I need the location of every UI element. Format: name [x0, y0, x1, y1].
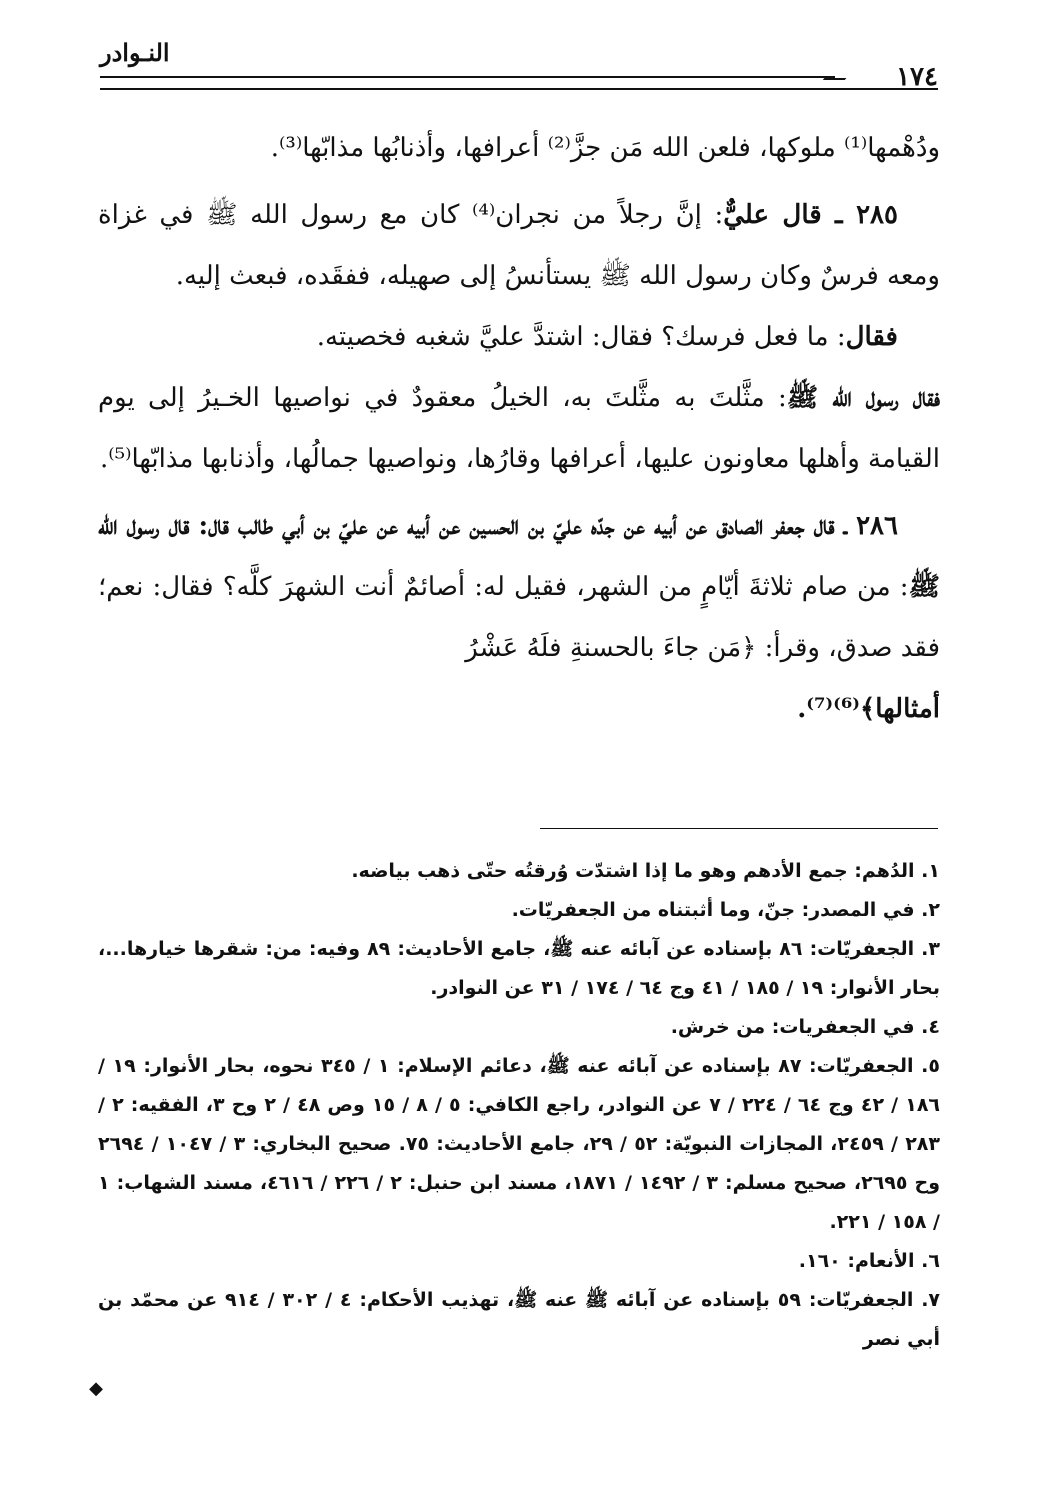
- header-rule: [100, 88, 938, 90]
- page-number: ١٧٤: [896, 62, 938, 92]
- footnotes: [98, 852, 940, 1359]
- header-rule-upper: [100, 76, 835, 78]
- hadith-number: ٢٨٥ ـ: [821, 200, 898, 230]
- header-title: النـوادر: [100, 38, 170, 67]
- paragraph-1-text: ودُهْمها⁽¹⁾ ملوكها، فلعن الله مَن جزَّ⁽²⁾ أعرافها، وأذنابُها مذابّها⁽³⁾.: [270, 133, 940, 163]
- hadith-text: : إنَّ رجلاً من نجران⁽⁴⁾ كان مع رسول الله ﷺ في غزاة ومعه فرسٌ وكان رسول الله ﷺ يستأنسُ إلى صهيله، ففقَده، فبعث إليه.: [98, 200, 940, 291]
- footnote-separator: [540, 828, 938, 829]
- footnote-7: ٧. الجعفريّات: ٥٩ بإسناده عن آبائه ﷺ عنه ﷺ، تهذيب الأحكام: ٤ / ٣٠٢ / ٩١٤ عن محمّد بن أبي نصر: [98, 1289, 941, 1350]
- paragraph-prophet-reply: [98, 368, 940, 490]
- main-text: [98, 118, 940, 740]
- narrator-lead: قال عليٌّ: [723, 200, 822, 230]
- hadith-number: ٢٨٦ ـ: [834, 511, 898, 541]
- hadith-text: : من صام ثلاثةَ أيّامٍ من الشهر، فقيل له: أصائمٌ أنت الشهرَ كلَّه؟ فقال: نعم؛ فقد صدق، وقرأ: ﴿مَن جاءَ بالحسنةِ فلَهُ عَشْرُ: [98, 572, 940, 663]
- paragraph-question: [98, 307, 940, 368]
- speaker-lead: فقال رسول الله ﷺ: [786, 383, 940, 413]
- narrator-chain: قال جعفر الصادق عن أبيه عن جدّه عليّ بن الحسين عن أبيه عن عليّ بن أبي طالب قال: قال رسول الله ﷺ: [98, 511, 940, 602]
- footnote-4: ٤. في الجعفريات: من خرش.: [670, 1016, 940, 1038]
- footnote-2: ٢. في المصدر: جنّ، وما أثبتناه من الجعفريّات.: [511, 899, 940, 921]
- speaker-lead: فقال: [845, 322, 898, 352]
- paragraph-285: [98, 185, 940, 307]
- dialogue-text: : مثَّلتَ به مثَّلتَ به، الخيلُ معقودٌ في نواصيها الخـيرُ إلى يوم القيامة وأهلها معاونون عليها، أعرافها وقارُها، ونواصيها جمالُها، وأذنابها مذابّها⁽⁵⁾.: [98, 383, 940, 474]
- footnote-5: ٥. الجعفريّات: ٨٧ بإسناده عن آبائه عنه ﷺ، دعائم الإسلام: ١ / ٣٤٥ نحوه، بحار الأنوار: ١٩ / ١٨٦ / ٤٢ وج ٦٤ / ٢٢٤ / ٧ عن النوادر، راجع الكافي: ٥ / ٨ / ١٥ وص ٤٨ / ٢ وح ٣، الفقيه: ٢ / ٢٨٣ / ٢٤٥٩، المجازات النبويّة: ٥٢ / ٢٩، جامع الأحاديث: ٧٥. صحيح البخاري: ٣ / ١٠٤٧ / ٢٦٩٤ وح ٢٦٩٥، صحيح مسلم: ٣ / ١٤٩٢ / ١٨٧١، مسند ابن حنبل: ٢ / ٢٢٦ / ٤٦١٦، مسند الشهاب: ١ / ١٥٨ / ٢٢١.: [98, 1055, 941, 1233]
- footnote-1: ١. الدُهم: جمع الأدهم وهو ما إذا اشتدّت وُرقتُه حتّى ذهب بياضه.: [351, 860, 940, 882]
- footnote-3: ٣. الجعفريّات: ٨٦ بإسناده عن آبائه عنه ﷺ، جامع الأحاديث: ٨٩ وفيه: من: شقرها خيارها...، بحار الأنوار: ١٩ / ١٨٥ / ٤١ وج ٦٤ / ١٧٤ / ٣١ عن النوادر.: [98, 938, 940, 999]
- dialogue-text: : ما فعل فرسك؟ فقال: اشتدَّ عليَّ شغبه فخصيته.: [316, 322, 846, 352]
- paragraph-1: [98, 118, 940, 179]
- quran-verse-end: أمثالها﴾⁽⁶⁾⁽⁷⁾.: [797, 694, 940, 724]
- footnote-6: ٦. الأنعام: ١٦٠.: [798, 1250, 940, 1272]
- continuation-mark-icon: ◆: [89, 1378, 103, 1399]
- paragraph-286: [98, 496, 940, 740]
